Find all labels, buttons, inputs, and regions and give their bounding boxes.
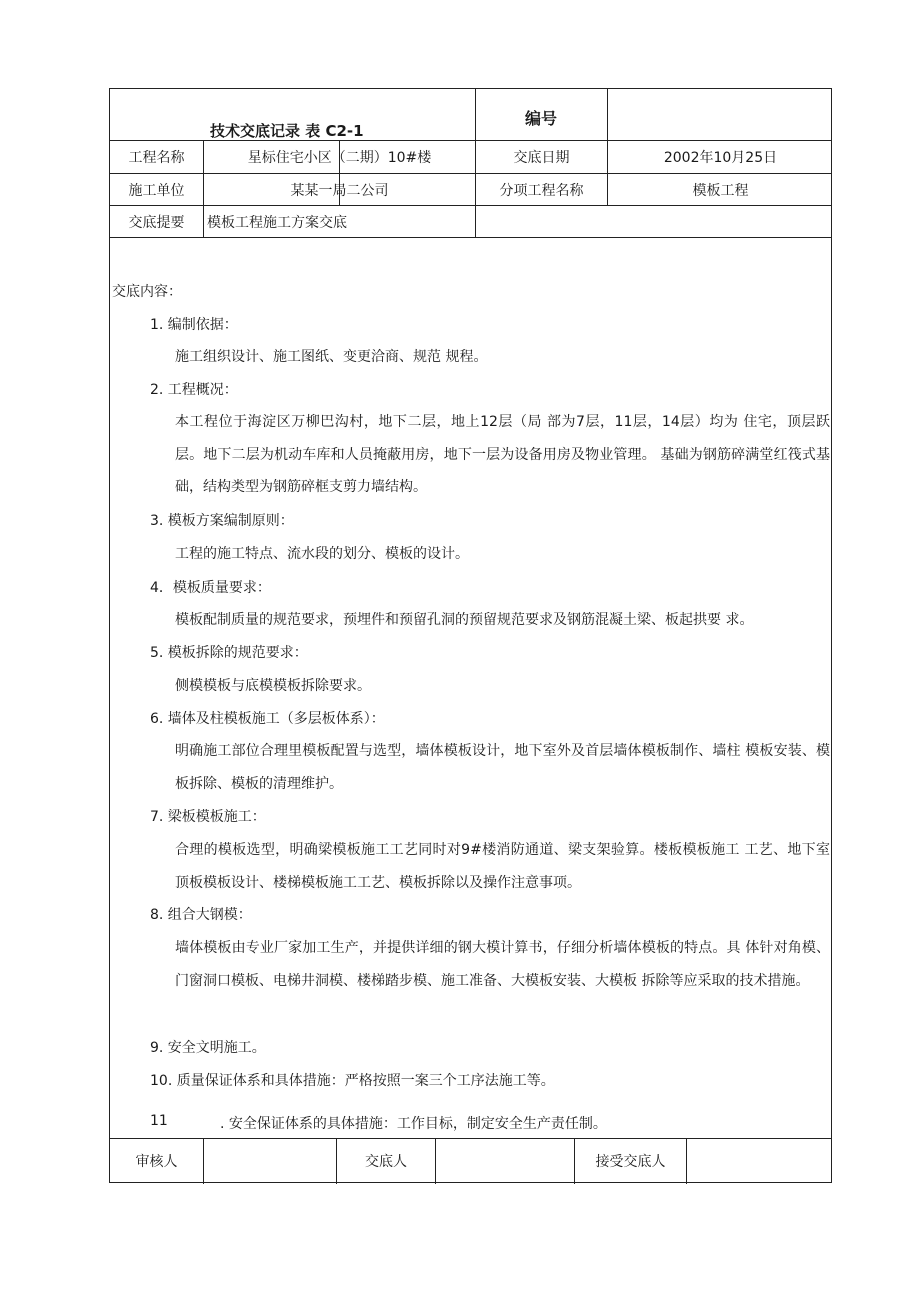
receiver-value <box>687 1139 833 1183</box>
row-divider <box>110 237 831 238</box>
section-body: 合理的模板选型，明确梁模板施工工艺同时对9#楼消防通道、梁支架验算。楼板模板施工 工艺、地下室顶板模板设计、楼梯模板施工工艺、模板拆除以及操作注意事项。 <box>175 842 830 891</box>
section-body: 明确施工部位合理里模板配置与选型，墙体模板设计，地下室外及首层墙体模板制作、墙柱 模板安装、模板拆除、模板的清理维护。 <box>175 743 830 792</box>
construction-unit-value: 某某一局二公司 <box>290 182 389 199</box>
section-body: 侧模模板与底模模板拆除要求。 <box>175 678 371 694</box>
section-heading: 3. 模板方案编制原则： <box>150 513 294 529</box>
project-name-value: 星标住宅小区（二期）10#楼 <box>247 150 432 166</box>
section-heading: 1. 编制依据： <box>150 317 238 333</box>
receiver-label: 接受交底人 <box>595 1154 666 1170</box>
subitem-name-value: 模板工程 <box>692 182 749 199</box>
item-11-text: . 安全保证体系的具体措施：工作目标，制定安全生产责任制。 <box>220 1116 607 1132</box>
section-body: 墙体模板由专业厂家加工生产，并提供详细的钢大模计算书，仔细分析墙体模板的特点。具 体针对角模、门窗洞口模板、电梯井洞模、楼梯踏步模、施工准备、大模板安装、大模板 拆除等应采取的技术措施。 <box>175 940 830 989</box>
section-heading: 9. 安全文明施工。 <box>150 1040 266 1056</box>
disclosure-date-value: 2002年10月25日 <box>663 150 778 166</box>
number-value <box>608 89 833 140</box>
summary-label: 交底提要 <box>128 214 185 231</box>
section-heading: 10. 质量保证体系和具体措施：严格按照一案三个工序法施工等。 <box>150 1073 555 1089</box>
technical-disclosure-form <box>109 88 832 1183</box>
section-heading: 7. 梁板模板施工： <box>150 809 266 825</box>
section-heading: 2. 工程概况： <box>150 382 238 398</box>
section-body: 工程的施工特点、流水段的划分、模板的设计。 <box>175 546 469 562</box>
section-heading: 8. 组合大钢模： <box>150 907 252 923</box>
project-name-label: 工程名称 <box>128 150 185 166</box>
section-heading: 4．模板质量要求： <box>150 580 271 596</box>
section-heading: 6. 墙体及柱模板施工（多层板体系）： <box>150 711 385 727</box>
section-body: 施工组织设计、施工图纸、变更洽商、规范 规程。 <box>175 349 488 365</box>
subitem-name-label: 分项工程名称 <box>499 182 584 199</box>
disclosure-date-label: 交底日期 <box>513 150 570 166</box>
section-body: 本工程位于海淀区万柳巴沟村，地下二层，地上12层（局 部为7层，11层，14层）均为 住宅，顶层跃层。地下二层为机动车库和人员掩蔽用房，地下一层为设备用房及物业管理。 基础为钢筋碎满堂红筏式基础，结构类型为钢筋碎框支剪力墙结构。 <box>175 414 830 495</box>
reviewer-value <box>204 1139 336 1183</box>
number-label: 编号 <box>525 109 558 128</box>
reviewer-label: 审核人 <box>135 1154 178 1170</box>
section-heading: 5. 模板拆除的规范要求： <box>150 645 308 661</box>
content-label: 交底内容： <box>112 284 182 300</box>
form-title: 技术交底记录 表 C2-1 <box>210 122 364 140</box>
section-body: 模板配制质量的规范要求，预埋件和预留孔洞的预留规范要求及钢筋混凝土梁、板起拱要 求。 <box>175 612 754 628</box>
discloser-value <box>436 1139 574 1183</box>
construction-unit-label: 施工单位 <box>128 182 185 199</box>
summary-value: 模板工程施工方案交底 <box>207 214 347 231</box>
item-11-number: 11 <box>150 1113 168 1129</box>
discloser-label: 交底人 <box>365 1154 407 1170</box>
